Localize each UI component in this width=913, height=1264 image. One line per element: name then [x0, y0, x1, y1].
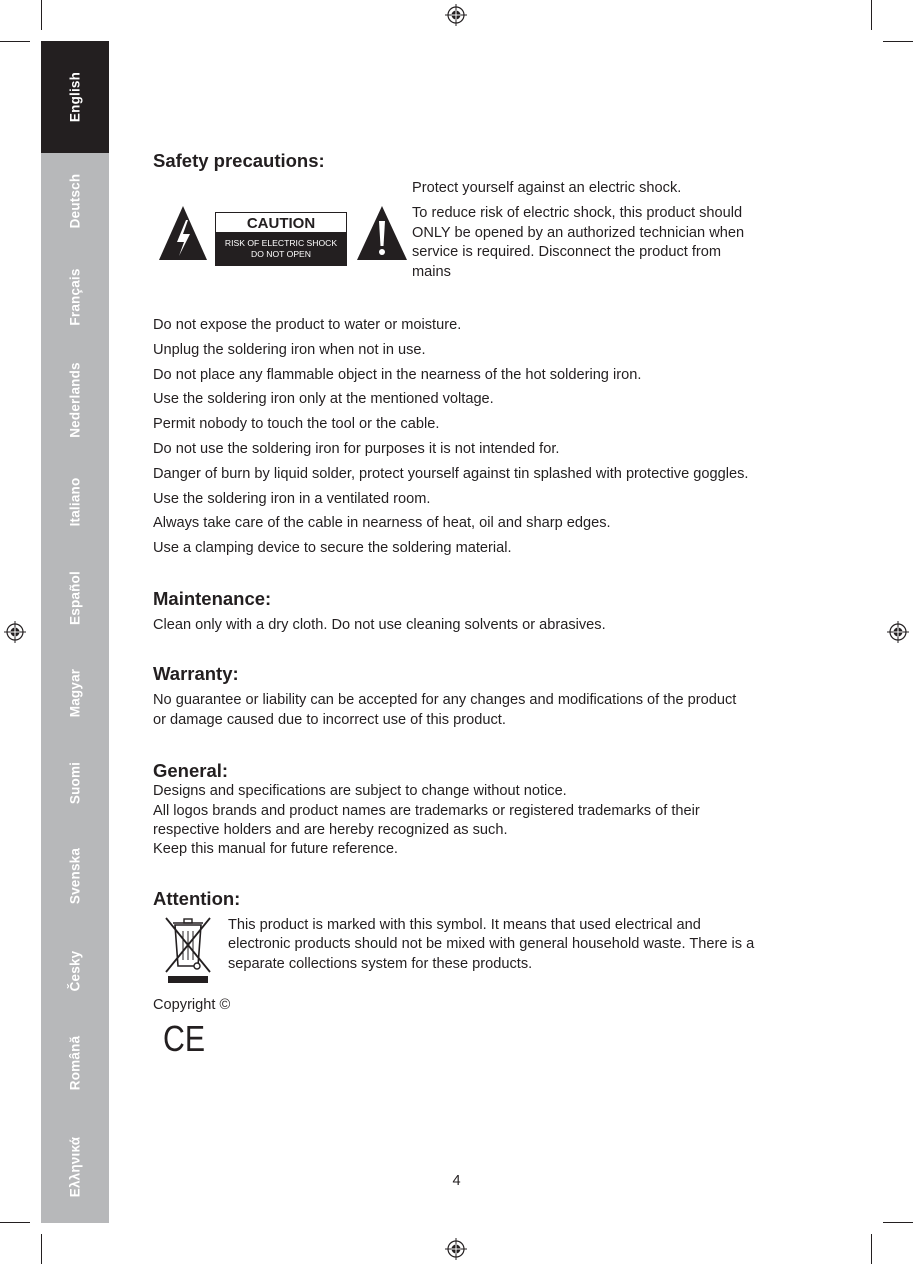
list-item: Permit nobody to touch the tool or the cable.: [153, 416, 440, 433]
maintenance-heading: Maintenance:: [153, 587, 272, 609]
tab-espanol[interactable]: [41, 549, 109, 647]
ce-mark-icon: [163, 1018, 207, 1060]
general-line-1: Designs and specifications are subject to change without notice.: [153, 783, 567, 800]
crop-mark: [0, 1222, 30, 1223]
tab-italiano[interactable]: [41, 455, 109, 549]
registration-mark-icon: [445, 1238, 467, 1260]
list-item: Always take care of the cable in nearness of heat, oil and sharp edges.: [153, 515, 611, 532]
tab-label: Svenska: [67, 847, 83, 905]
tab-deutsch[interactable]: [41, 153, 109, 248]
maintenance-text: Clean only with a dry cloth. Do not use cleaning solvents or abrasives.: [153, 616, 606, 633]
crossed-out-bin-icon: [164, 916, 212, 984]
crop-mark: [883, 1222, 913, 1223]
exclamation-warning-icon: [355, 204, 409, 262]
warning-symbols: [157, 212, 402, 262]
registration-mark-icon: [445, 4, 467, 26]
weee-notice: [153, 914, 753, 986]
caution-line-2: DO NOT OPEN: [250, 249, 312, 259]
list-item: Unplug the soldering iron when not in use.: [153, 341, 426, 358]
tab-label: Magyar: [67, 668, 83, 718]
crop-mark: [883, 41, 913, 42]
shock-detail: To reduce risk of electric shock, this product should ONLY be opened by an authorized technician when service is required. Disconnect the product from mains: [412, 205, 745, 280]
crop-mark: [41, 1234, 42, 1264]
safety-list: [153, 316, 753, 559]
list-item: Do not place any flammable object in the nearness of the hot soldering iron.: [153, 366, 642, 383]
registration-mark-icon: [887, 621, 909, 643]
tab-label: Italiano: [67, 477, 83, 527]
tab-label: Nederlands: [67, 362, 83, 438]
ce-mark-text: CE: [163, 1018, 205, 1060]
crop-mark: [871, 0, 872, 30]
tab-english[interactable]: [41, 41, 109, 153]
tab-label: Română: [67, 1035, 83, 1091]
tab-ellinika[interactable]: [41, 1110, 109, 1223]
general-heading: General:: [153, 760, 229, 782]
crop-mark: [41, 0, 42, 30]
crop-mark: [871, 1234, 872, 1264]
registration-mark-icon: [4, 621, 26, 643]
list-item: Do not use the soldering iron for purposes it is not intended for.: [153, 440, 560, 457]
electric-shock-warning: [153, 179, 753, 316]
tab-suomi[interactable]: [41, 739, 109, 826]
caution-title: CAUTION: [246, 215, 316, 232]
tab-label: Deutsch: [67, 173, 83, 228]
list-item: Use a clamping device to secure the soldering material.: [153, 540, 512, 557]
copyright: Copyright ©: [153, 996, 231, 1013]
list-item: Use the soldering iron in a ventilated room.: [153, 490, 431, 507]
warranty-text: No guarantee or liability can be accepted for any changes and modifications of the product or damage caused due to incorrect use of this product.: [153, 692, 737, 728]
tab-label: English: [67, 71, 83, 123]
general-line-3: Keep this manual for future reference.: [153, 841, 398, 858]
tab-nederlands[interactable]: [41, 345, 109, 455]
caution-label: [215, 212, 347, 266]
tab-label: Suomi: [67, 761, 83, 804]
tab-romana[interactable]: [41, 1016, 109, 1110]
list-item: Do not expose the product to water or moisture.: [153, 317, 462, 333]
attention-text: This product is marked with this symbol. It means that used electrical and electronic products should not be mixed with general household waste. There is a separate collections system for these products.: [228, 916, 755, 972]
safety-heading: Safety precautions:: [153, 150, 325, 171]
attention-heading: Attention:: [153, 887, 241, 909]
tab-label: Français: [67, 267, 83, 326]
tab-magyar[interactable]: [41, 647, 109, 739]
shock-warning-text: [412, 179, 757, 282]
tab-label: Česky: [67, 950, 83, 992]
page-content: [153, 150, 755, 1060]
shock-intro: Protect yourself against an electric shock.: [412, 180, 682, 196]
page-number: 4: [452, 1173, 461, 1189]
general-line-2: All logos brands and product names are trademarks or registered trademarks of their respective holders and are hereby recognized as such.: [153, 802, 700, 838]
high-voltage-icon: [157, 204, 209, 262]
list-item: Use the soldering iron only at the mentioned voltage.: [153, 391, 494, 408]
tab-cesky[interactable]: [41, 926, 109, 1016]
tab-label: Ελληνικά: [67, 1136, 83, 1197]
tab-francais[interactable]: [41, 248, 109, 345]
caution-line-1: RISK OF ELECTRIC SHOCK: [224, 238, 338, 248]
language-tabs: [41, 41, 109, 1223]
crop-mark: [0, 41, 30, 42]
tab-label: Español: [67, 571, 83, 625]
list-item: Danger of burn by liquid solder, protect yourself against tin splashed with protective goggles.: [153, 465, 749, 482]
warranty-heading: Warranty:: [153, 663, 239, 685]
tab-svenska[interactable]: [41, 826, 109, 926]
